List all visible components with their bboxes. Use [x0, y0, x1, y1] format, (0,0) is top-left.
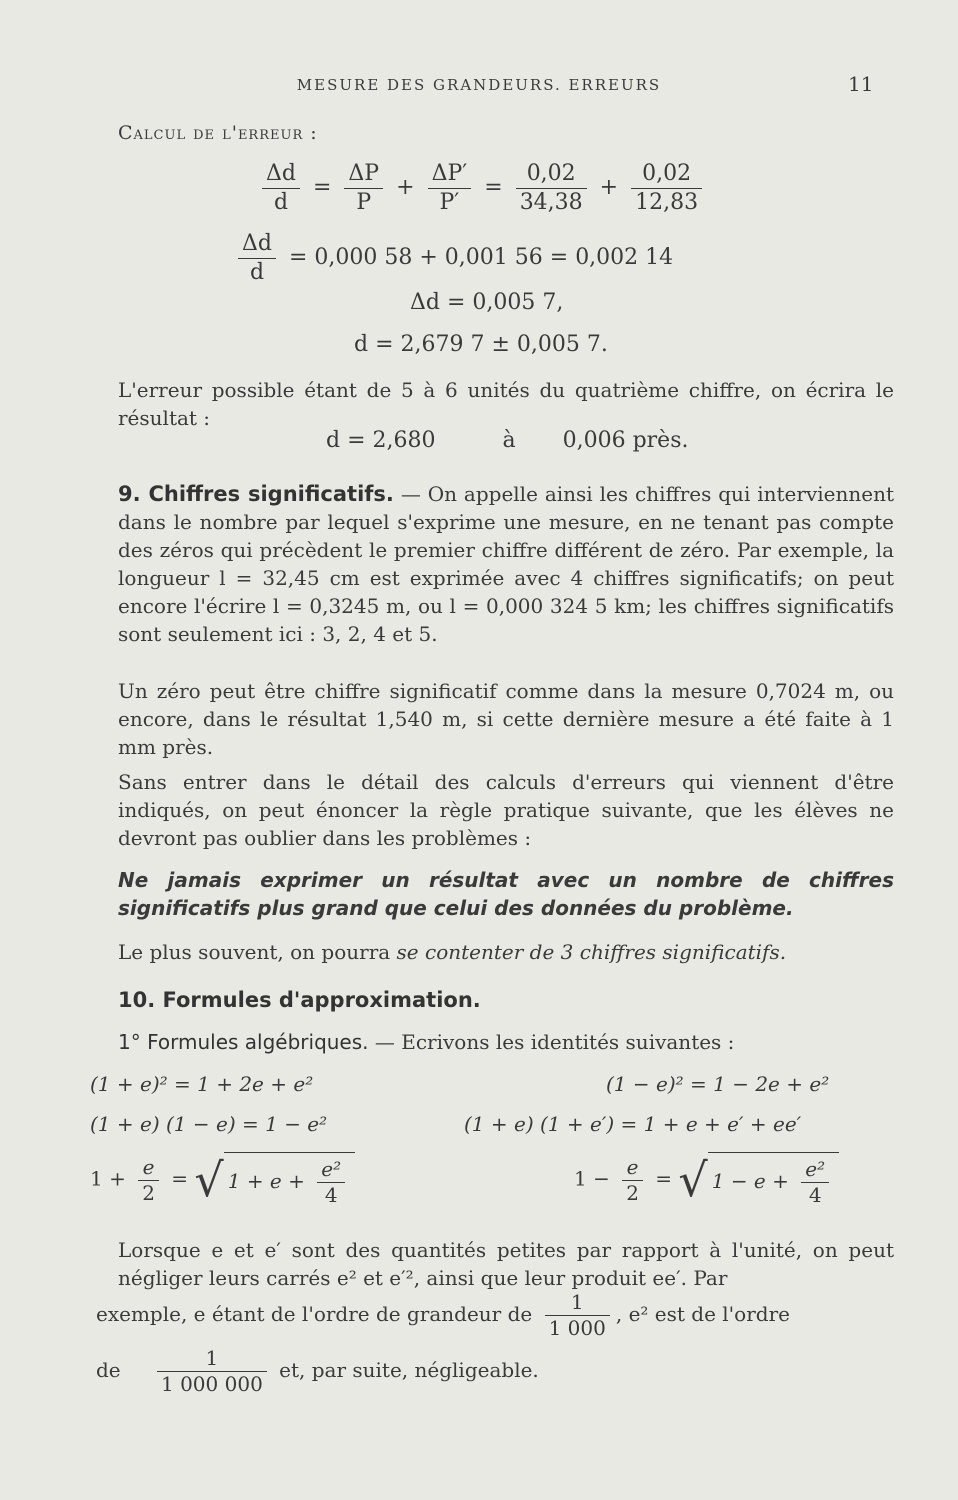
frac-value-2: $\frac{0,02}{12,83}$: [631, 160, 702, 216]
formula-4: (1 + e) (1 + e′) = 1 + e + e′ + ee′: [464, 1112, 802, 1136]
equation-3: Δd = 0,005 7,: [410, 290, 564, 315]
section-10-para-3: de $\frac{1}{1 000 000}$ et, par suite, négligeable.: [96, 1346, 539, 1396]
frac-value-1: $\frac{0,02}{34,38}$: [516, 160, 587, 216]
formula-2: (1 − e)² = 1 − 2e + e²: [606, 1072, 830, 1096]
frac-delta-d-2: $\frac{\Delta d}{d}$: [238, 230, 276, 286]
calc-title: Calcul de l'erreur :: [118, 122, 318, 144]
equation-4: d = 2,679 7 ± 0,005 7.: [354, 332, 608, 357]
section-10-heading: 10. Formules d'approximation.: [118, 988, 481, 1012]
page-number: 11: [848, 72, 874, 96]
frac-delta-d: $\frac{\Delta d}{d}$: [262, 160, 300, 216]
formula-3: (1 + e) (1 − e) = 1 − e²: [90, 1112, 328, 1136]
section-9-para-1: 9. Chiffres significatifs. — On appelle ainsi les chiffres qui interviennent dans le nombre par lequel s'exprime une mesure, en ne tenant pas compte des zéros qui précèdent le premier chiffre différent de zéro. Par exemple, la longueur l = 32,45 cm est exprimée avec 4 chiffres significatifs; on peut encore l'écrire l = 0,3245 m, ou l = 0,000 324 5 km; les chiffres significatifs sont seulement ici : 3, 2, 4 et 5.: [118, 482, 895, 646]
sqrt-symbol: √ 1 − e + $\frac{\text{e²}}{4}$: [678, 1152, 839, 1208]
section-9-rule: Ne jamais exprimer un résultat avec un nombre de chiffres significatifs plus grand que celui des données du problème.: [118, 868, 894, 920]
section-9-heading: 9. Chiffres significatifs.: [118, 482, 394, 506]
section-9-para-4: Le plus souvent, on pourra se contenter de 3 chiffres significatifs.: [118, 940, 787, 964]
frac-delta-p-prime: $\frac{\Delta P'}{P'}$: [428, 160, 472, 216]
formula-6: 1 − $\frac{e}{2}$ = √ 1 − e + $\frac{\text{e²}}{4}$: [574, 1152, 839, 1208]
section-10-subheading: 1° Formules algébriques. — Ecrivons les identités suivantes :: [118, 1030, 735, 1054]
equation-2: $\frac{\Delta d}{d}$ = 0,000 58 + 0,001 56 = 0,002 14: [232, 230, 673, 286]
result-line: d = 2,680 à 0,006 près.: [326, 428, 689, 453]
section-10-para-2: exemple, e étant de l'ordre de grandeur de $\frac{1}{1 000}$ , e² est de l'ordre: [96, 1290, 790, 1340]
section-9-para-3: Sans entrer dans le détail des calculs d'erreurs qui viennent d'être indiqués, on peut énoncer la règle pratique suivante, que les élèves ne devront pas oublier dans les problèmes :: [118, 770, 894, 850]
sqrt-symbol: √ 1 + e + $\frac{\text{e²}}{4}$: [194, 1152, 355, 1208]
running-title: MESURE DES GRANDEURS. ERREURS: [296, 76, 662, 94]
section-10-para-1: Lorsque e et e′ sont des quantités petites par rapport à l'unité, on peut négliger leurs carrés e² et e′², ainsi que leur produit ee′. Par: [118, 1238, 894, 1290]
paragraph-result: L'erreur possible étant de 5 à 6 unités du quatrième chiffre, on écrira le résultat :: [118, 378, 894, 430]
section-9-para-2: Un zéro peut être chiffre significatif comme dans la mesure 0,7024 m, ou encore, dans le résultat 1,540 m, si cette dernière mesure a été faite à 1 mm près.: [118, 679, 894, 759]
equation-1: $\frac{\Delta d}{d}$ = $\frac{\Delta P}{P}$ + $\frac{\Delta P'}{P'}$ = $\frac{0,02}{34,38}$ + $\frac{0,02}{12,83}$: [256, 160, 708, 216]
formula-1: (1 + e)² = 1 + 2e + e²: [90, 1072, 314, 1096]
frac-delta-p: $\frac{\Delta P}{P}$: [344, 160, 383, 216]
formula-5: 1 + $\frac{e}{2}$ = √ 1 + e + $\frac{\text{e²}}{4}$: [90, 1152, 355, 1208]
